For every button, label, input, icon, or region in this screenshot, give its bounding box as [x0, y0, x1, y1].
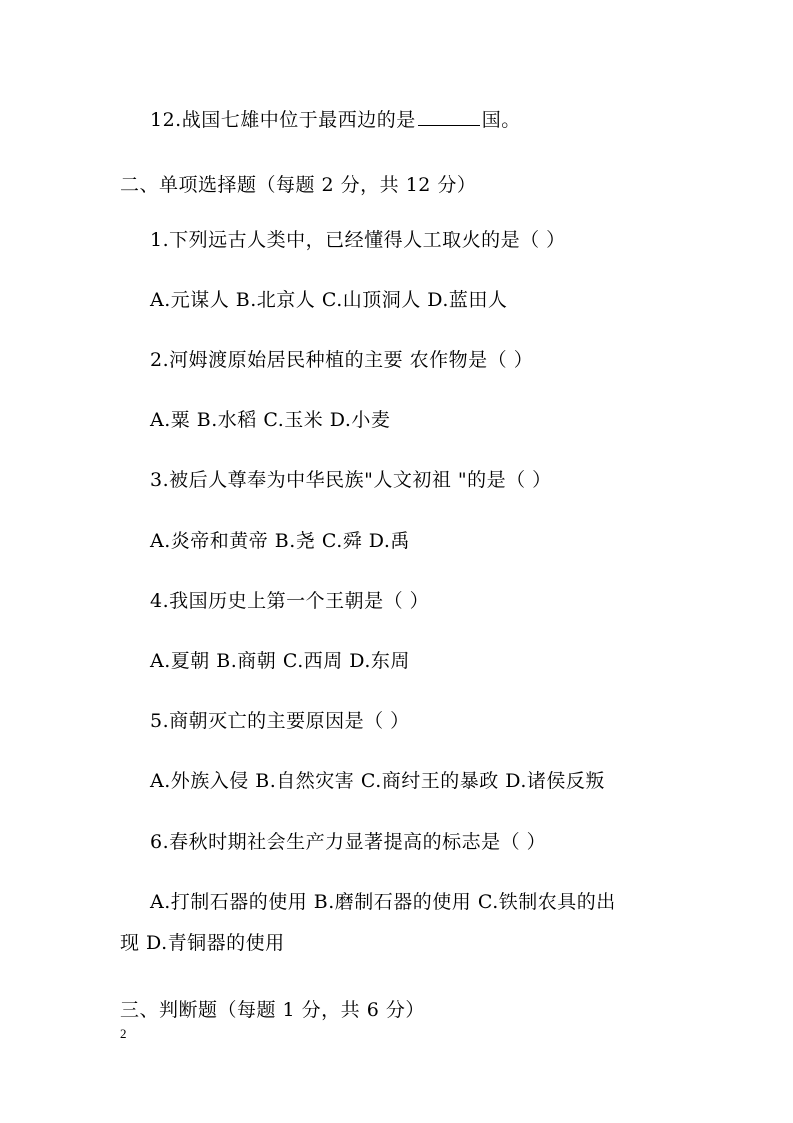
question-1-options: A.元谋人 B.北京人 C.山顶洞人 D.蓝田人 [150, 289, 508, 311]
question-1-stem: 1.下列远古人类中，已经懂得人工取火的是（ ） [150, 229, 566, 251]
question-4-stem: 4.我国历史上第一个王朝是（ ） [150, 590, 430, 612]
question-2-stem: 2.河姆渡原始居民种植的主要 农作物是（ ） [150, 349, 534, 371]
question-12-suffix: 国。 [481, 109, 521, 131]
question-12 [150, 107, 521, 132]
answer-blank [418, 107, 480, 126]
question-3-stem: 3.被后人尊奉为中华民族"人文初祖 "的是（ ） [150, 469, 552, 491]
page-number: 2 [120, 1026, 127, 1041]
question-4-options: A.夏朝 B.商朝 C.西周 D.东周 [150, 650, 410, 672]
question-6-options-line2: 现 D.青铜器的使用 [120, 932, 285, 954]
question-12-text: 12.战国七雄中位于最西边的是 [150, 109, 416, 131]
question-6-stem: 6.春秋时期社会生产力显著提高的标志是（ ） [150, 831, 547, 853]
question-5-stem: 5.商朝灭亡的主要原因是（ ） [150, 710, 410, 732]
section-2-title: 二、单项选择题（每题 2 分，共 12 分） [120, 174, 477, 196]
question-6-options-line1: A.打制石器的使用 B.磨制石器的使用 C.铁制农具的出 [150, 891, 616, 913]
question-2-options: A.粟 B.水稻 C.玉米 D.小麦 [150, 409, 391, 431]
question-5-options: A.外族入侵 B.自然灾害 C.商纣王的暴政 D.诸侯反叛 [150, 770, 605, 792]
section-3-title: 三、判断题（每题 1 分，共 6 分） [120, 999, 425, 1021]
question-3-options: A.炎帝和黄帝 B.尧 C.舜 D.禹 [150, 530, 410, 552]
